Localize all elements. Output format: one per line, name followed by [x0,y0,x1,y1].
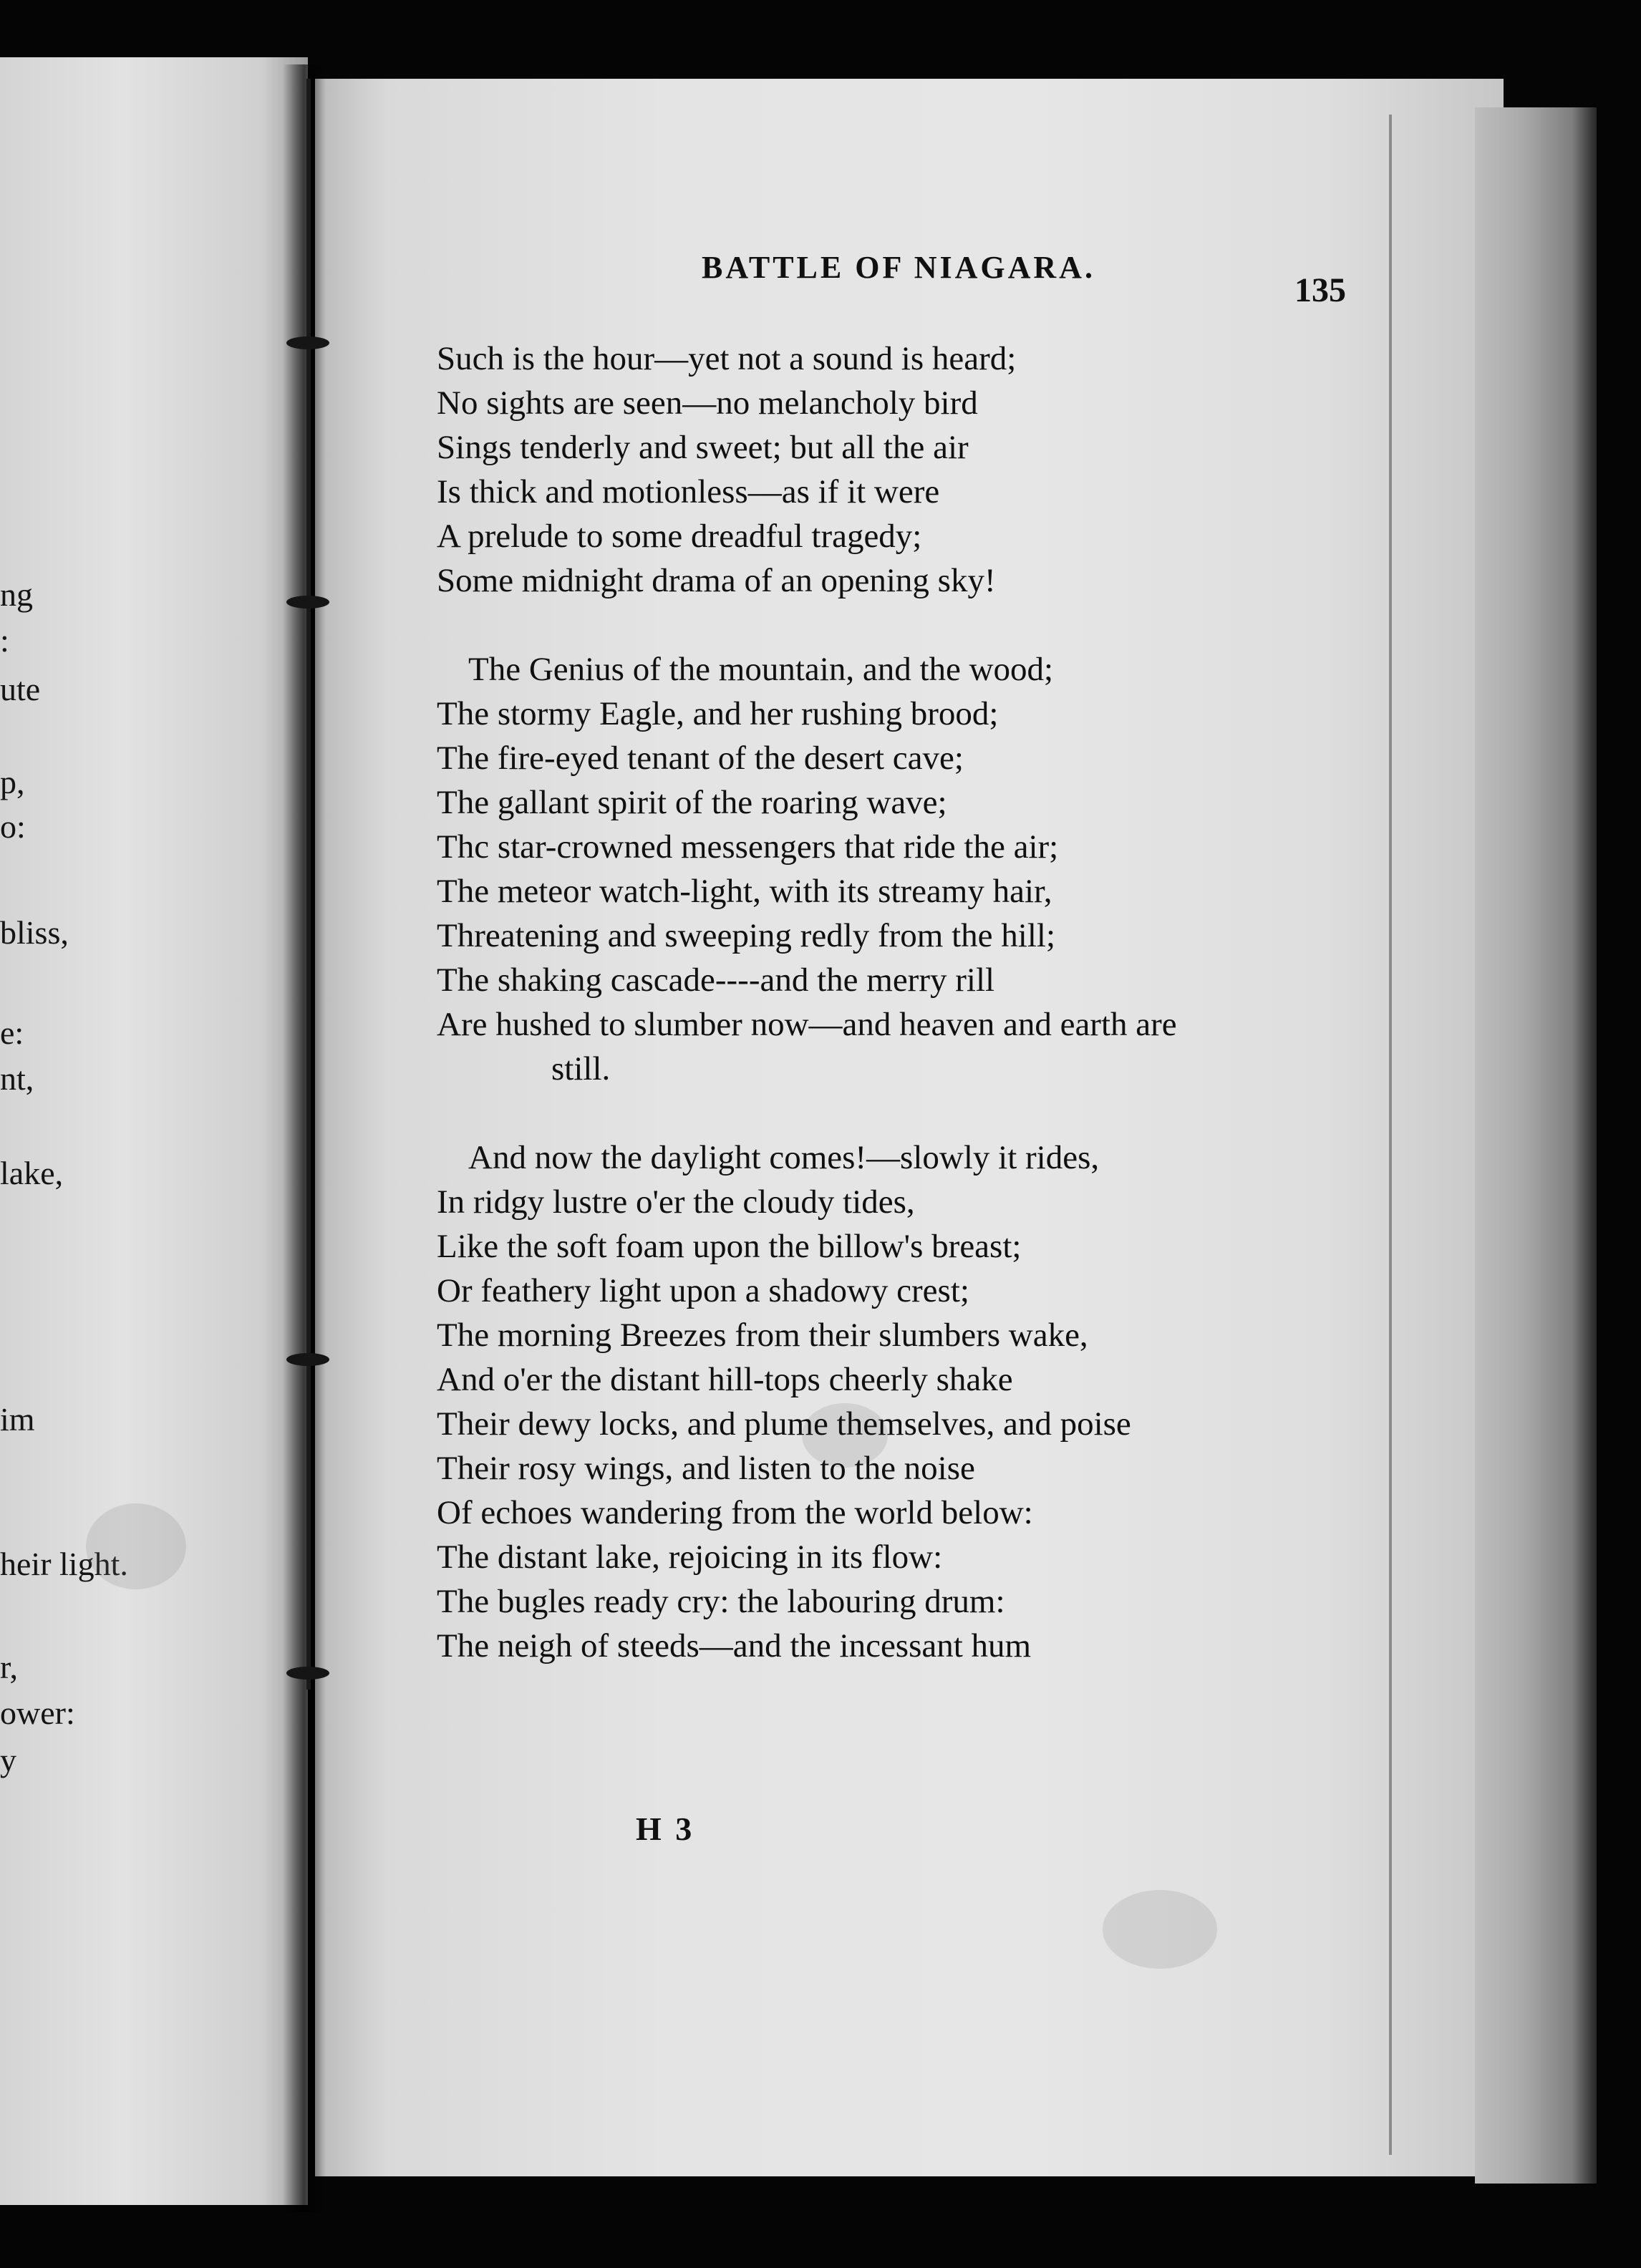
left-page-fragment: im [0,1401,35,1438]
stanza [437,1135,1177,1668]
binding-line [306,79,311,1690]
poem-line: The meteor watch-light, with its streamy hair, [437,873,1052,910]
left-page-fragment: y [0,1742,16,1778]
poem-line: Their rosy wings, and listen to the noise [437,1450,975,1487]
page-fore-edge [1475,107,1597,2184]
page-tear-line [1389,115,1392,2155]
poem-body [437,336,1177,1712]
poem-line: The fire-eyed tenant of the desert cave; [437,740,964,777]
left-page-fragment: lake, [0,1155,64,1191]
poem-line: The bugles ready cry: the labouring drum: [437,1583,1005,1620]
stanza [437,336,1177,603]
signature-mark: H 3 [636,1811,695,1847]
poem-line: Such is the hour—yet not a sound is heard; [437,340,1017,377]
poem-line: No sights are seen—no melancholy bird [437,384,978,422]
poem-line: Of echoes wandering from the world below: [437,1494,1033,1531]
poem-line: Are hushed to slumber now—and heaven and earth are [437,1006,1177,1043]
left-page-fragment: o: [0,808,26,845]
binding-stitch [286,1353,329,1366]
poem-line: Is thick and motionless—as if it were [437,473,940,510]
poem-line: Sings tenderly and sweet; but all the air [437,429,969,466]
poem-line: And o'er the distant hill-tops cheerly shake [437,1361,1013,1398]
paper-stain [1103,1890,1217,1969]
poem-line: The neigh of steeds—and the incessant hum [437,1627,1032,1664]
poem-line: And now the daylight comes!—slowly it rides, [468,1139,1100,1176]
poem-line: Threatening and sweeping redly from the hill; [437,917,1056,954]
poem-line: A prelude to some dreadful tragedy; [437,518,922,555]
running-head: BATTLE OF NIAGARA. [702,250,1095,285]
poem-line: Their dewy locks, and plume themselves, and poise [437,1405,1131,1443]
poem-line: still. [551,1050,611,1087]
poem-line: Like the soft foam upon the billow's breast; [437,1228,1022,1265]
poem-line: Or feathery light upon a shadowy crest; [437,1272,969,1309]
left-page-fragment: r, [0,1649,18,1685]
book-gutter [283,64,326,2212]
left-page-fragment: e: [0,1014,24,1051]
left-page [0,57,308,2205]
left-page-fragment: ng [0,576,33,613]
poem-line: The shaking cascade----and the merry rill [437,961,995,999]
poem-line: The stormy Eagle, and her rushing brood; [437,695,999,732]
poem-line: The gallant spirit of the roaring wave; [437,784,947,821]
binding-stitch [286,596,329,609]
stanza [437,647,1177,1091]
paper-stain [86,1503,186,1589]
poem-line: The morning Breezes from their slumbers wake, [437,1317,1088,1354]
poem-line: The Genius of the mountain, and the wood; [468,651,1054,688]
binding-stitch [286,336,329,349]
binding-stitch [286,1667,329,1680]
left-page-fragment: : [0,622,9,659]
left-page-fragment: bliss, [0,914,69,951]
left-page-fragment: ower: [0,1695,75,1731]
left-page-fragment: heir light. [0,1546,128,1582]
page-number: 135 [1294,271,1346,309]
poem-line: In ridgy lustre o'er the cloudy tides, [437,1183,915,1221]
left-page-fragment: ute [0,671,41,707]
poem-line: The distant lake, rejoicing in its flow: [437,1538,943,1576]
poem-line: Thc star-crowned messengers that ride the air; [437,828,1059,866]
poem-line: Some midnight drama of an opening sky! [437,562,996,599]
left-page-fragment: nt, [0,1060,34,1097]
left-page-fragment: p, [0,764,25,800]
